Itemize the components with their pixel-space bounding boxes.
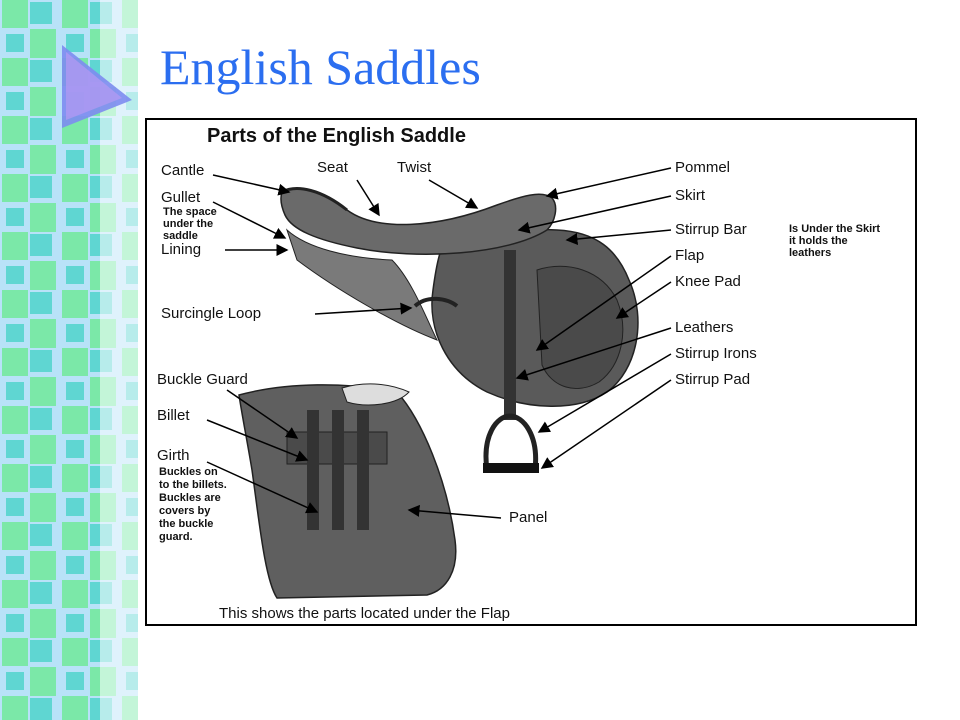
- saddle-seat-shape: [281, 189, 556, 255]
- gullet-note-2: under the: [163, 218, 214, 230]
- decorative-pattern: [0, 0, 148, 720]
- label-stirrup-bar: Stirrup Bar: [675, 221, 747, 238]
- diagram-caption: This shows the parts located under the Flap: [219, 605, 510, 622]
- label-panel: Panel: [509, 509, 548, 526]
- gullet-note-1: The space: [163, 206, 217, 218]
- girth-note-2: to the billets.: [159, 479, 227, 491]
- decorative-strip: [0, 0, 148, 720]
- girth-note-3: Buckles are: [159, 492, 221, 504]
- girth-note-1: Buckles on: [159, 466, 218, 478]
- girth-note-4: covers by: [159, 505, 211, 517]
- saddle-diagram: [145, 118, 917, 626]
- gullet-note-3: saddle: [163, 230, 198, 242]
- saddle-illustration: [147, 120, 915, 624]
- stirrup-pad-shape: [483, 463, 539, 473]
- billet-shape: [307, 410, 319, 530]
- girth-note-5: the buckle: [159, 518, 214, 530]
- slide-title: English Saddles: [160, 39, 481, 95]
- label-knee-pad: Knee Pad: [675, 273, 741, 290]
- stirrup-bar-note-1: Is Under the Skirt: [789, 223, 881, 235]
- label-leathers: Leathers: [675, 319, 734, 336]
- stirrup-leather-shape: [504, 250, 516, 420]
- label-billet: Billet: [157, 407, 190, 424]
- label-pommel: Pommel: [675, 159, 731, 176]
- label-gullet: Gullet: [161, 189, 201, 206]
- label-stirrup-irons: Stirrup Irons: [675, 345, 757, 362]
- stirrup-bar-note-2: it holds the: [789, 235, 848, 247]
- label-buckle-guard: Buckle Guard: [157, 371, 248, 388]
- label-twist: Twist: [397, 159, 432, 176]
- label-surcingle-loop: Surcingle Loop: [161, 305, 262, 322]
- label-seat: Seat: [317, 159, 348, 176]
- label-flap: Flap: [675, 247, 705, 264]
- stirrup-iron-shape: [486, 416, 536, 470]
- girth-note-6: guard.: [159, 531, 193, 543]
- label-lining: Lining: [161, 241, 202, 258]
- label-skirt: Skirt: [675, 187, 705, 204]
- label-stirrup-pad: Stirrup Pad: [675, 371, 751, 388]
- diagram-title: Parts of the English Saddle: [207, 125, 466, 147]
- label-cantle: Cantle: [161, 162, 205, 179]
- label-girth: Girth: [157, 447, 190, 464]
- stirrup-bar-note-3: leathers: [789, 247, 832, 259]
